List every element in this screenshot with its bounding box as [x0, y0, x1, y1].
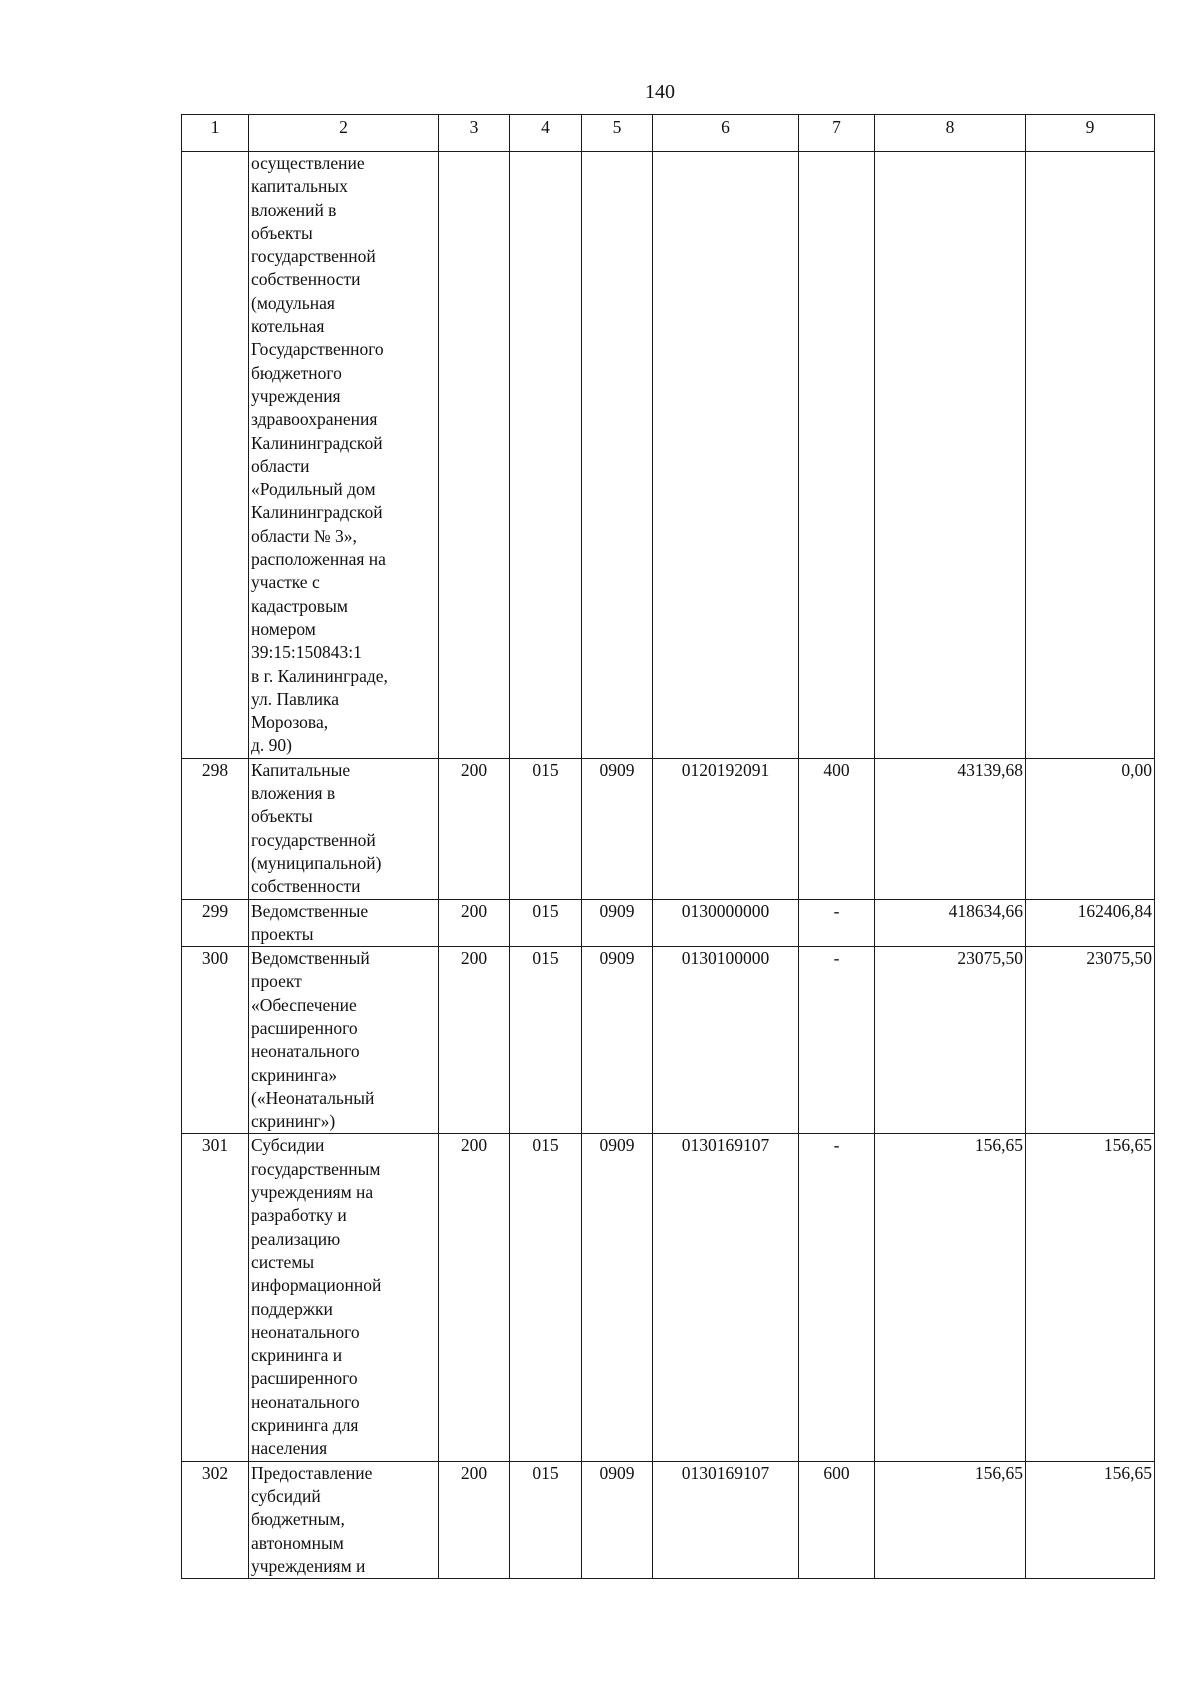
name-line: поддержки: [251, 1298, 333, 1319]
table-body: [182, 152, 1155, 1579]
name-line: (модульная: [251, 292, 335, 313]
code-cell-4: 015: [510, 899, 582, 947]
budget-table: [181, 114, 1155, 1579]
header-cell: 4: [510, 115, 582, 152]
name-line: здравоохранения: [251, 409, 378, 430]
amount-cell-9: 23075,50: [1026, 947, 1155, 1134]
name-line: д. 90): [251, 735, 292, 756]
code-cell-5: 0909: [582, 947, 653, 1134]
code-cell-3: 200: [439, 1461, 510, 1578]
header-cell: 5: [582, 115, 653, 152]
name-line: неонатального: [251, 1041, 360, 1062]
header-cell: 6: [653, 115, 799, 152]
name-cell: [249, 899, 439, 947]
name-line: области: [251, 455, 310, 476]
name-line: реализацию: [251, 1228, 341, 1249]
name-line: разработку и: [251, 1205, 347, 1226]
name-line: (муниципальной): [251, 852, 382, 873]
code-cell-4: 015: [510, 947, 582, 1134]
header-cell: 7: [799, 115, 875, 152]
amount-cell-8: 156,65: [875, 1461, 1026, 1578]
code-cell-7: -: [799, 899, 875, 947]
amount-cell-8: 418634,66: [875, 899, 1026, 947]
name-line: государственной: [251, 246, 376, 267]
amount-cell-9: 162406,84: [1026, 899, 1155, 947]
name-line: скрининг»): [251, 1111, 336, 1132]
name-line: расширенного: [251, 1368, 358, 1389]
code-cell-7: -: [799, 1134, 875, 1461]
name-line: объекты: [251, 806, 313, 827]
row-number-cell: 302: [182, 1461, 249, 1578]
amount-cell-8: 156,65: [875, 1134, 1026, 1461]
name-line: собственности: [251, 876, 361, 897]
name-line: Ведомственные: [251, 900, 369, 921]
name-line: Калининградской: [251, 432, 383, 453]
code-cell-6: [653, 152, 799, 759]
name-line: бюджетным,: [251, 1509, 345, 1530]
name-line: скрининга и: [251, 1345, 343, 1366]
name-line: населения: [251, 1438, 328, 1459]
name-line: кадастровым: [251, 595, 348, 616]
header-row: [182, 115, 1155, 152]
name-line: Калининградской: [251, 502, 383, 523]
amount-cell-9: 156,65: [1026, 1134, 1155, 1461]
code-cell-6: 0130100000: [653, 947, 799, 1134]
code-cell-5: [582, 152, 653, 759]
name-cell: [249, 152, 439, 759]
amount-cell-8: 23075,50: [875, 947, 1026, 1134]
row-number-cell: 299: [182, 899, 249, 947]
name-line: скрининга»: [251, 1064, 338, 1085]
amount-cell-8: 43139,68: [875, 758, 1026, 899]
name-line: расположенная на: [251, 549, 386, 570]
amount-cell-9: 0,00: [1026, 758, 1155, 899]
name-line: расширенного: [251, 1017, 358, 1038]
code-cell-7: -: [799, 947, 875, 1134]
name-line: системы: [251, 1251, 315, 1272]
header-cell: 8: [875, 115, 1026, 152]
code-cell-3: [439, 152, 510, 759]
name-line: учреждениям на: [251, 1182, 374, 1203]
code-cell-3: 200: [439, 1134, 510, 1461]
name-line: ул. Павлика: [251, 688, 340, 709]
amount-cell-9: 156,65: [1026, 1461, 1155, 1578]
name-line: «Родильный дом: [251, 479, 376, 500]
code-cell-5: 0909: [582, 899, 653, 947]
name-line: 39:15:150843:1: [251, 642, 362, 663]
table-row: [182, 758, 1155, 899]
code-cell-6: 0120192091: [653, 758, 799, 899]
name-line: номером: [251, 618, 316, 639]
name-line: Государственного: [251, 339, 384, 360]
name-line: неонатального: [251, 1321, 360, 1342]
name-line: проекты: [251, 923, 314, 944]
code-cell-7: [799, 152, 875, 759]
name-line: автономным: [251, 1532, 344, 1553]
name-line: осуществление: [251, 153, 365, 173]
name-line: информационной: [251, 1275, 382, 1296]
code-cell-5: 0909: [582, 1461, 653, 1578]
name-line: учреждениям и: [251, 1555, 366, 1576]
name-line: области № 3»,: [251, 525, 357, 546]
code-cell-5: 0909: [582, 1134, 653, 1461]
name-line: скрининга для: [251, 1415, 359, 1436]
code-cell-4: 015: [510, 1461, 582, 1578]
row-number-cell: 298: [182, 758, 249, 899]
code-cell-6: 0130000000: [653, 899, 799, 947]
code-cell-6: 0130169107: [653, 1134, 799, 1461]
name-line: капитальных: [251, 176, 348, 197]
code-cell-3: 200: [439, 947, 510, 1134]
code-cell-7: 600: [799, 1461, 875, 1578]
name-line: учреждения: [251, 385, 341, 406]
amount-cell-9: [1026, 152, 1155, 759]
table-row: [182, 1461, 1155, 1578]
code-cell-6: 0130169107: [653, 1461, 799, 1578]
name-cell: [249, 947, 439, 1134]
name-line: Предоставление: [251, 1462, 373, 1483]
name-line: государственным: [251, 1158, 381, 1179]
name-line: государственной: [251, 829, 376, 850]
code-cell-4: 015: [510, 1134, 582, 1461]
code-cell-7: 400: [799, 758, 875, 899]
name-line: проект: [251, 971, 302, 992]
name-line: («Неонатальный: [251, 1087, 375, 1108]
name-cell: [249, 758, 439, 899]
name-line: вложения в: [251, 783, 336, 804]
row-number-cell: 301: [182, 1134, 249, 1461]
name-cell: [249, 1134, 439, 1461]
table-row: [182, 152, 1155, 759]
header-cell: 1: [182, 115, 249, 152]
name-line: Морозова,: [251, 712, 329, 733]
amount-cell-8: [875, 152, 1026, 759]
header-cell: 3: [439, 115, 510, 152]
name-line: Субсидии: [251, 1135, 325, 1156]
header-cell: 2: [249, 115, 439, 152]
name-line: Капитальные: [251, 759, 351, 780]
code-cell-4: 015: [510, 758, 582, 899]
table-row: [182, 947, 1155, 1134]
name-line: Ведомственный: [251, 948, 370, 969]
name-line: субсидий: [251, 1485, 321, 1506]
name-line: собственности: [251, 269, 361, 290]
name-line: «Обеспечение: [251, 994, 357, 1015]
code-cell-3: 200: [439, 899, 510, 947]
header-cell: 9: [1026, 115, 1155, 152]
code-cell-5: 0909: [582, 758, 653, 899]
name-cell: [249, 1461, 439, 1578]
table-row: [182, 899, 1155, 947]
table-row: [182, 1134, 1155, 1461]
row-number-cell: 300: [182, 947, 249, 1134]
code-cell-3: 200: [439, 758, 510, 899]
name-line: неонатального: [251, 1391, 360, 1412]
page-number: 140: [645, 81, 675, 103]
name-line: в г. Калининграде,: [251, 665, 388, 686]
name-line: котельная: [251, 316, 325, 337]
name-line: бюджетного: [251, 362, 342, 383]
name-line: объекты: [251, 222, 313, 243]
row-number-cell: [182, 152, 249, 759]
name-line: участке с: [251, 572, 320, 593]
code-cell-4: [510, 152, 582, 759]
name-line: вложений в: [251, 199, 337, 220]
